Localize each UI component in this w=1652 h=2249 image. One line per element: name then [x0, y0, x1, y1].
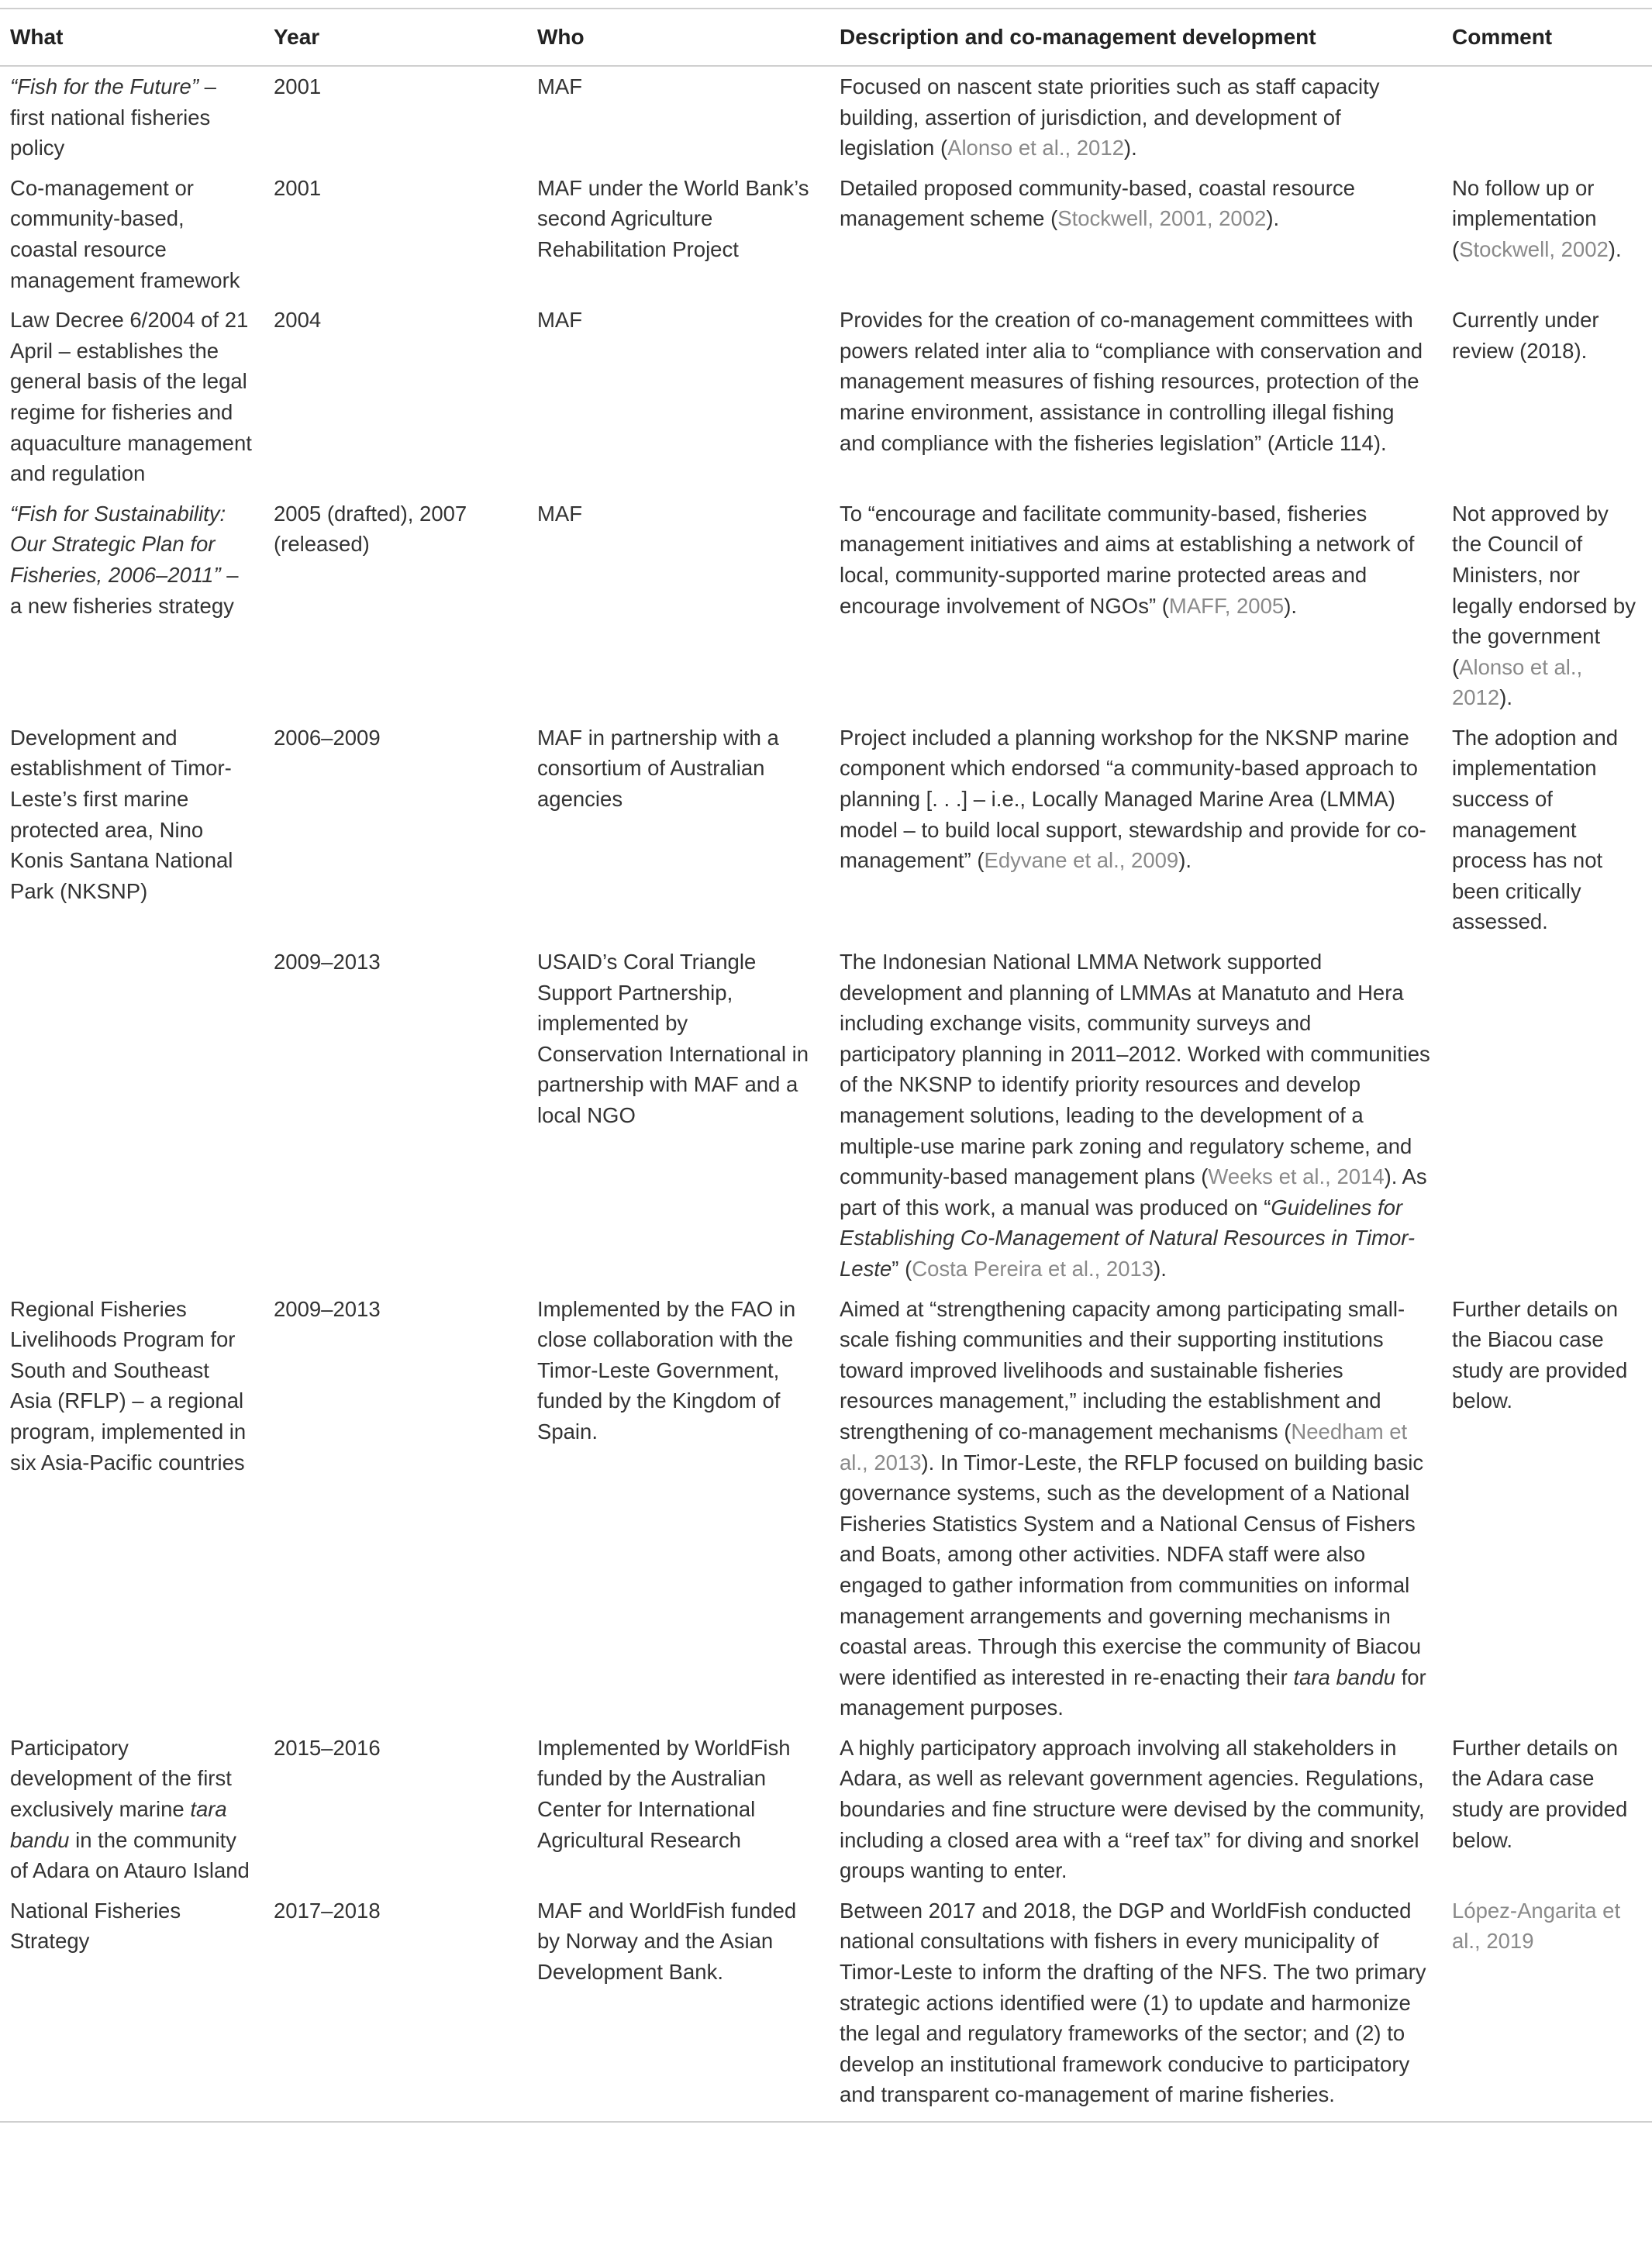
cell-text: for management purposes.	[840, 1664, 1426, 1720]
cell-text: The Indonesian National LMMA Network supported development and planning of LMMAs at Manatuto and Hera including exchange visits, community surveys and participatory planning in 2011–2012. Worked with communities of the NKSNP to identify priority resources and develop management solutions, leading to the development of a multiple-use marine park zoning and regulatory scheme, and community-based management plans (	[840, 950, 1430, 1189]
cell-text: 2001	[274, 74, 322, 98]
citation-link[interactable]: López-Angarita et al., 2019	[1452, 1898, 1621, 1954]
cell-comment	[1442, 494, 1652, 718]
cell-who	[527, 1289, 829, 1728]
cell-who	[527, 1728, 829, 1891]
citation-link[interactable]: Edyvane et al., 2009	[984, 848, 1179, 873]
table-row	[0, 168, 1652, 300]
cell-text: MAF	[537, 501, 583, 526]
cell-comment	[1442, 1289, 1652, 1728]
cell-year	[264, 1728, 527, 1891]
header-row	[0, 9, 1652, 66]
header-year: Year	[264, 9, 527, 66]
italic-text: “Fish for Sustainability: Our Strategic Plan for Fisheries, 2006–2011”	[10, 501, 226, 587]
citation-link[interactable]: Alonso et al., 2012	[947, 136, 1124, 160]
cell-who	[527, 494, 829, 718]
cell-what	[0, 718, 264, 942]
cell-text: Further details on the Adara case study are provided below.	[1452, 1735, 1628, 1852]
cell-comment	[1442, 718, 1652, 942]
co-management-table	[0, 8, 1652, 2123]
cell-description	[829, 494, 1442, 718]
citation-link[interactable]: MAFF, 2005	[1168, 593, 1285, 618]
table-row	[0, 942, 1652, 1289]
cell-text: – a new fisheries strategy	[10, 562, 239, 618]
cell-text: Implemented by the FAO in close collaboration with the Timor-Leste Government, funded by the Kingdom of Spain.	[537, 1296, 796, 1444]
cell-text: ).	[1154, 1256, 1167, 1281]
cell-what	[0, 1289, 264, 1728]
cell-text: Participatory development of the first exclusively marine	[10, 1735, 232, 1822]
cell-description	[829, 168, 1442, 300]
header-who: Who	[527, 9, 829, 66]
cell-text: ).	[1608, 236, 1622, 261]
cell-who	[527, 718, 829, 942]
cell-who	[527, 300, 829, 494]
cell-text: Aimed at “strengthening capacity among participating small-scale fishing communities and their supporting institutions toward improved livelihoods and sustainable fisheries resources management,” including the establishment and strengthening of co-management mechanisms (	[840, 1296, 1405, 1444]
header-description: Description and co-management development	[829, 9, 1442, 66]
cell-text: Provides for the creation of co-management committees with powers related inter alia to “compliance with conservation and management measures of fishing resources, protection of the marine environment, assistance in controlling illegal fishing and compliance with the fisheries legislation” (Article 114).	[840, 308, 1423, 455]
cell-description	[829, 300, 1442, 494]
cell-year	[264, 300, 527, 494]
cell-what	[0, 1728, 264, 1891]
table-row	[0, 1728, 1652, 1891]
cell-text: 2017–2018	[274, 1898, 381, 1923]
citation-link[interactable]: Stockwell, 2001, 2002	[1057, 206, 1267, 231]
cell-text: Between 2017 and 2018, the DGP and WorldFish conducted national consultations with fishers in every municipality of Timor-Leste to inform the drafting of the NFS. The two primary strategic actions identified were (1) to update and harmonize the legal and regulatory frameworks of the sector; and (2) to develop an institutional framework conducive to participatory and transparent co-management of marine fisheries.	[840, 1898, 1426, 2107]
cell-text: ).	[1284, 593, 1297, 618]
cell-who	[527, 66, 829, 168]
cell-description	[829, 66, 1442, 168]
citation-link[interactable]: Needham et al., 2013	[840, 1419, 1408, 1475]
cell-text: Further details on the Biacou case study are provided below.	[1452, 1296, 1628, 1413]
cell-text: ).	[1178, 848, 1192, 873]
cell-description	[829, 1891, 1442, 2122]
cell-text: Law Decree 6/2004 of 21 April – establishes the general basis of the legal regime for fisheries and aquaculture management and regulation	[10, 308, 252, 486]
cell-comment	[1442, 66, 1652, 168]
cell-text: Regional Fisheries Livelihoods Program for South and Southeast Asia (RFLP) – a regional program, implemented in six Asia-Pacific countries	[10, 1296, 247, 1475]
cell-year	[264, 1289, 527, 1728]
table-header	[0, 9, 1652, 66]
italic-text: tara bandu	[10, 1797, 227, 1852]
cell-comment	[1442, 300, 1652, 494]
citation-link[interactable]: Alonso et al., 2012	[1452, 654, 1583, 710]
cell-text: 2004	[274, 308, 322, 333]
cell-text: ).	[1123, 136, 1137, 160]
cell-text: Implemented by WorldFish funded by the Australian Center for International Agricultural Research	[537, 1735, 791, 1852]
cell-what	[0, 494, 264, 718]
table-row	[0, 494, 1652, 718]
cell-comment	[1442, 1728, 1652, 1891]
cell-text: MAF in partnership with a consortium of Australian agencies	[537, 725, 779, 812]
header-what: What	[0, 9, 264, 66]
italic-text: “Fish for the Future”	[10, 74, 198, 98]
cell-year	[264, 494, 527, 718]
cell-what	[0, 300, 264, 494]
cell-text: MAF and WorldFish funded by Norway and the Asian Development Bank.	[537, 1898, 797, 1985]
cell-description	[829, 942, 1442, 1289]
cell-comment	[1442, 168, 1652, 300]
cell-text: To “encourage and facilitate community-based, fisheries management initiatives and aims at establishing a network of local, community-supported marine protected areas and encourage involvement of NGOs” (	[840, 501, 1415, 618]
cell-text: Project included a planning workshop for the NKSNP marine component which endorsed “a community-based approach to planning [. . .] – i.e., Locally Managed Marine Area (LMMA) model – to build local support, stewardship and provide for co-management” (	[840, 725, 1426, 873]
cell-text: Development and establishment of Timor-Leste’s first marine protected area, Nino Konis Santana National Park (NKSNP)	[10, 725, 233, 903]
cell-year	[264, 942, 527, 1289]
cell-text: MAF under the World Bank’s second Agriculture Rehabilitation Project	[537, 175, 809, 261]
cell-what	[0, 1891, 264, 2122]
citation-link[interactable]: Stockwell, 2002	[1459, 236, 1609, 261]
table-row	[0, 718, 1652, 942]
citation-link[interactable]: Weeks et al., 2014	[1208, 1164, 1385, 1189]
cell-text: MAF	[537, 74, 583, 98]
cell-text: ” (	[892, 1256, 912, 1281]
cell-who	[527, 942, 829, 1289]
table-row	[0, 1891, 1652, 2122]
cell-text: 2006–2009	[274, 725, 381, 750]
table-row	[0, 300, 1652, 494]
cell-year	[264, 168, 527, 300]
cell-comment	[1442, 942, 1652, 1289]
cell-text: 2009–2013	[274, 1296, 381, 1321]
cell-who	[527, 168, 829, 300]
cell-who	[527, 1891, 829, 2122]
cell-text: Not approved by the Council of Ministers, nor legally endorsed by the government (	[1452, 501, 1636, 679]
cell-description	[829, 1728, 1442, 1891]
cell-text: ).	[1499, 685, 1512, 710]
cell-comment	[1442, 1891, 1652, 2122]
cell-text: in the community of Adara on Atauro Island	[10, 1827, 250, 1883]
cell-what	[0, 168, 264, 300]
cell-text: A highly participatory approach involving all stakeholders in Adara, as well as relevant government agencies. Regulations, boundaries and fine structure were devised by the community, including a closed area with a “reef tax” for diving and snorkel groups wanting to enter.	[840, 1735, 1425, 1883]
citation-link[interactable]: Costa Pereira et al., 2013	[912, 1256, 1154, 1281]
cell-text: Detailed proposed community-based, coastal resource management scheme (	[840, 175, 1355, 231]
cell-text: – first national fisheries policy	[10, 74, 216, 160]
cell-text: 2001	[274, 175, 322, 200]
italic-text: tara bandu	[1293, 1664, 1395, 1689]
table-row	[0, 1289, 1652, 1728]
cell-text: No follow up or implementation (	[1452, 175, 1597, 261]
cell-text: 2009–2013	[274, 950, 381, 974]
cell-description	[829, 718, 1442, 942]
cell-text: MAF	[537, 308, 583, 333]
cell-text: ).	[1266, 206, 1280, 231]
cell-text: The adoption and implementation success of management process has not been critically assessed.	[1452, 725, 1619, 934]
table-body	[0, 66, 1652, 2122]
cell-what	[0, 66, 264, 168]
cell-text: Focused on nascent state priorities such as staff capacity building, assertion of jurisdiction, and development of legislation (	[840, 74, 1380, 160]
cell-year	[264, 1891, 527, 2122]
cell-description	[829, 1289, 1442, 1728]
cell-text: Co-management or community-based, coastal resource management framework	[10, 175, 240, 292]
cell-text: National Fisheries Strategy	[10, 1898, 181, 1954]
table-row	[0, 66, 1652, 168]
header-comment: Comment	[1442, 9, 1652, 66]
cell-text: 2005 (drafted), 2007 (released)	[274, 501, 467, 557]
cell-text: USAID’s Coral Triangle Support Partnership, implemented by Conservation International in partnership with MAF and a local NGO	[537, 950, 809, 1127]
cell-text: ). As part of this work, a manual was produced on “	[840, 1164, 1427, 1219]
cell-text: 2015–2016	[274, 1735, 381, 1760]
cell-text: ). In Timor-Leste, the RFLP focused on building basic governance systems, such as the development of a National Fisheries Statistics System and a National Census of Fishers and Boats, among other activities. NDFA staff were also engaged to gather information from communities on informal management arrangements and governing mechanisms in coastal areas. Through this exercise the community of Biacou were identified as interested in re-enacting their	[840, 1450, 1424, 1689]
cell-text: Currently under review (2018).	[1452, 308, 1599, 363]
italic-text: Guidelines for Establishing Co-Management of Natural Resources in Timor-Leste	[840, 1195, 1416, 1281]
cell-year	[264, 718, 527, 942]
cell-year	[264, 66, 527, 168]
cell-what	[0, 942, 264, 1289]
